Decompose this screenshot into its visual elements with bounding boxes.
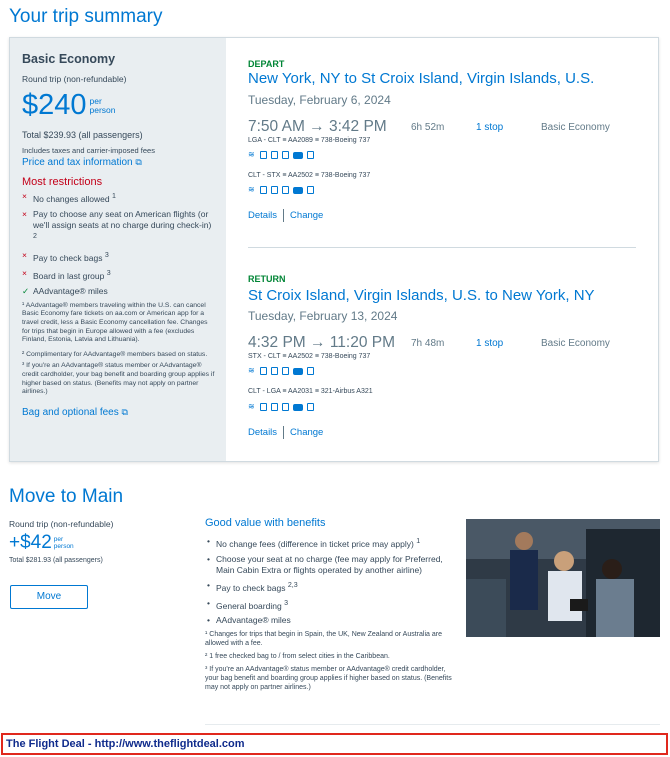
restrictions-list <box>22 191 215 297</box>
return-times: 4:32 PM → 11:20 PM <box>248 334 396 351</box>
fare-title: Basic Economy <box>22 52 116 66</box>
per-person-label: per person <box>53 536 74 550</box>
x-icon: × <box>22 267 27 278</box>
fare-panel <box>10 38 226 461</box>
footnote: ¹ AAdvantage® members traveling within the U.S. can cancel Basic Economy fare tickets on aa.com or American app for a travel credit, less a Basic Economy cancellation fee. Changes for trips that begin in Europe allowed with a fee (excludes Finland, Estonia, Latvia and Lithuania). <box>22 301 208 344</box>
restrictions-title: Most restrictions <box>22 176 103 188</box>
depart-actions <box>248 209 323 222</box>
benefits-section <box>205 517 455 696</box>
fare-price <box>22 90 215 120</box>
mm-price <box>9 533 189 553</box>
x-icon: × <box>22 249 27 260</box>
amenity-icons <box>248 367 314 375</box>
app-icon <box>307 367 314 375</box>
restriction-item: × No changes allowed $^1$ <box>22 191 116 204</box>
segment-divider <box>248 247 636 248</box>
depart-duration: 6h 52m <box>411 122 445 133</box>
flight-leg: STX - CLT ≡ AA2502 ≡ 738-Boeing 737 <box>248 353 371 360</box>
footnote: ³ If you're an AAdvantage® status member or AAdvantage® credit cardholder, your bag benefit and boarding group applies if higher based on status. (Benefits may not apply on partner airlines.) <box>205 666 452 692</box>
depart-date: Tuesday, February 6, 2024 <box>248 93 391 107</box>
flight-leg: CLT - LGA ≡ AA2031 ≡ 321-Airbus A321 <box>248 388 373 395</box>
usb-icon <box>271 403 278 411</box>
usb-icon <box>271 186 278 194</box>
footnote: ² 1 free checked bag to / from select cities in the Caribbean. <box>205 653 390 661</box>
tv-icon <box>293 404 303 411</box>
divider <box>283 209 284 222</box>
fare-price-amount: $240 <box>22 89 87 121</box>
restriction-item: × Pay to choose any seat on American flights (or we'll assign seats at no charge during check-in) $^2$ <box>22 209 212 241</box>
power-icon <box>260 403 267 411</box>
benefit-item: • Choose your seat at no charge (fee may apply for Preferred, Main Cabin Extra or flights operated by another airline) <box>205 554 455 576</box>
tv-icon <box>293 187 303 194</box>
return-details-link[interactable]: Details <box>248 427 278 438</box>
return-cabin: Basic Economy <box>541 338 610 349</box>
benefits-title: Good value with benefits <box>205 517 326 529</box>
per-person-label: per person <box>89 96 116 115</box>
benefit-item: • AAdvantage® miles <box>205 615 455 626</box>
wifi-icon: ≋ <box>248 366 255 375</box>
amenity-icons <box>248 186 314 194</box>
depart-times: 7:50 AM → 3:42 PM <box>248 118 387 135</box>
x-icon: × <box>22 191 27 201</box>
mm-total: Total $281.93 (all passengers) <box>9 557 103 564</box>
external-link-icon: ⧉ <box>121 406 128 417</box>
flight-deal-banner[interactable]: The Flight Deal - http://www.theflightdeal.com <box>1 733 668 755</box>
power-icon <box>260 151 267 159</box>
device-icon <box>282 186 289 194</box>
tv-icon <box>293 368 303 375</box>
device-icon <box>282 367 289 375</box>
flight-leg: CLT - STX ≡ AA2502 ≡ 738-Boeing 737 <box>248 172 371 179</box>
tv-icon <box>293 152 303 159</box>
usb-icon <box>271 151 278 159</box>
benefit-item: • General boarding $^3$ <box>205 598 455 612</box>
return-route: St Croix Island, Virgin Islands, U.S. to New York, NY <box>248 287 595 304</box>
benefit-item: • Pay to check bags $^{2,3}$ <box>205 580 455 594</box>
restriction-item: ✓ AAdvantage® miles <box>22 286 108 297</box>
depart-stops[interactable]: 1 stop <box>476 122 504 133</box>
x-icon: × <box>22 209 27 220</box>
app-icon <box>307 151 314 159</box>
fare-total: Total $239.93 (all passengers) <box>22 130 143 140</box>
device-icon <box>282 403 289 411</box>
amenity-icons <box>248 403 314 411</box>
footnote: ¹ Changes for trips that begin in Spain, the UK, New Zealand or Australia are allowed with a fee. <box>205 631 442 648</box>
benefits-list <box>205 536 455 626</box>
app-icon <box>307 403 314 411</box>
fees-note: Includes taxes and carrier-imposed fees <box>22 146 155 155</box>
flight-leg: LGA - CLT ≡ AA2089 ≡ 738-Boeing 737 <box>248 137 371 144</box>
trip-summary-card <box>9 37 659 462</box>
depart-route: New York, NY to St Croix Island, Virgin Islands, U.S. <box>248 70 595 87</box>
move-to-main-price <box>9 519 189 602</box>
return-label: RETURN <box>248 274 286 284</box>
wifi-icon: ≋ <box>248 185 255 194</box>
device-icon <box>282 151 289 159</box>
mm-trip-type: Round trip (non-refundable) <box>9 519 114 529</box>
check-icon: ✓ <box>22 286 30 297</box>
power-icon <box>260 367 267 375</box>
depart-cabin: Basic Economy <box>541 122 610 133</box>
benefit-item: • No change fees (difference in ticket price may apply) $^1$ <box>205 536 455 550</box>
power-icon <box>260 186 267 194</box>
page-title: Your trip summary <box>9 6 163 27</box>
itinerary-panel <box>226 38 658 461</box>
section-divider <box>205 724 660 725</box>
return-change-link[interactable]: Change <box>290 427 324 438</box>
return-actions <box>248 426 323 439</box>
divider <box>283 426 284 439</box>
amenity-icons <box>248 151 314 159</box>
return-stops[interactable]: 1 stop <box>476 338 504 349</box>
price-tax-link[interactable]: Price and tax information ⧉ <box>22 157 142 168</box>
return-duration: 7h 48m <box>411 338 445 349</box>
depart-label: DEPART <box>248 59 285 69</box>
depart-details-link[interactable]: Details <box>248 210 278 221</box>
external-link-icon: ⧉ <box>135 157 142 167</box>
return-date: Tuesday, February 13, 2024 <box>248 309 398 323</box>
footnote: ² Complimentary for AAdvantage® members based on status. <box>22 350 208 358</box>
wifi-icon: ≋ <box>248 150 255 159</box>
cabin-photo <box>466 519 660 637</box>
wifi-icon: ≋ <box>248 402 255 411</box>
bag-fees-link[interactable]: Bag and optional fees ⧉ <box>22 406 128 418</box>
footnote: ³ If you're an AAdvantage® status member or AAdvantage® credit cardholder, your bag benefit and boarding group applies if higher based on status. (Benefits may not apply on partner airlines.) <box>22 362 215 396</box>
move-button[interactable]: Move <box>10 585 88 609</box>
move-to-main-title: Move to Main <box>9 486 124 507</box>
restriction-item: × Pay to check bags $^3$ <box>22 249 109 263</box>
app-icon <box>307 186 314 194</box>
restriction-item: × Board in last group $^3$ <box>22 267 111 281</box>
usb-icon <box>271 367 278 375</box>
depart-change-link[interactable]: Change <box>290 210 324 221</box>
mm-price-amount: +$42 <box>9 532 52 553</box>
fare-trip-type: Round trip (non-refundable) <box>22 74 127 84</box>
